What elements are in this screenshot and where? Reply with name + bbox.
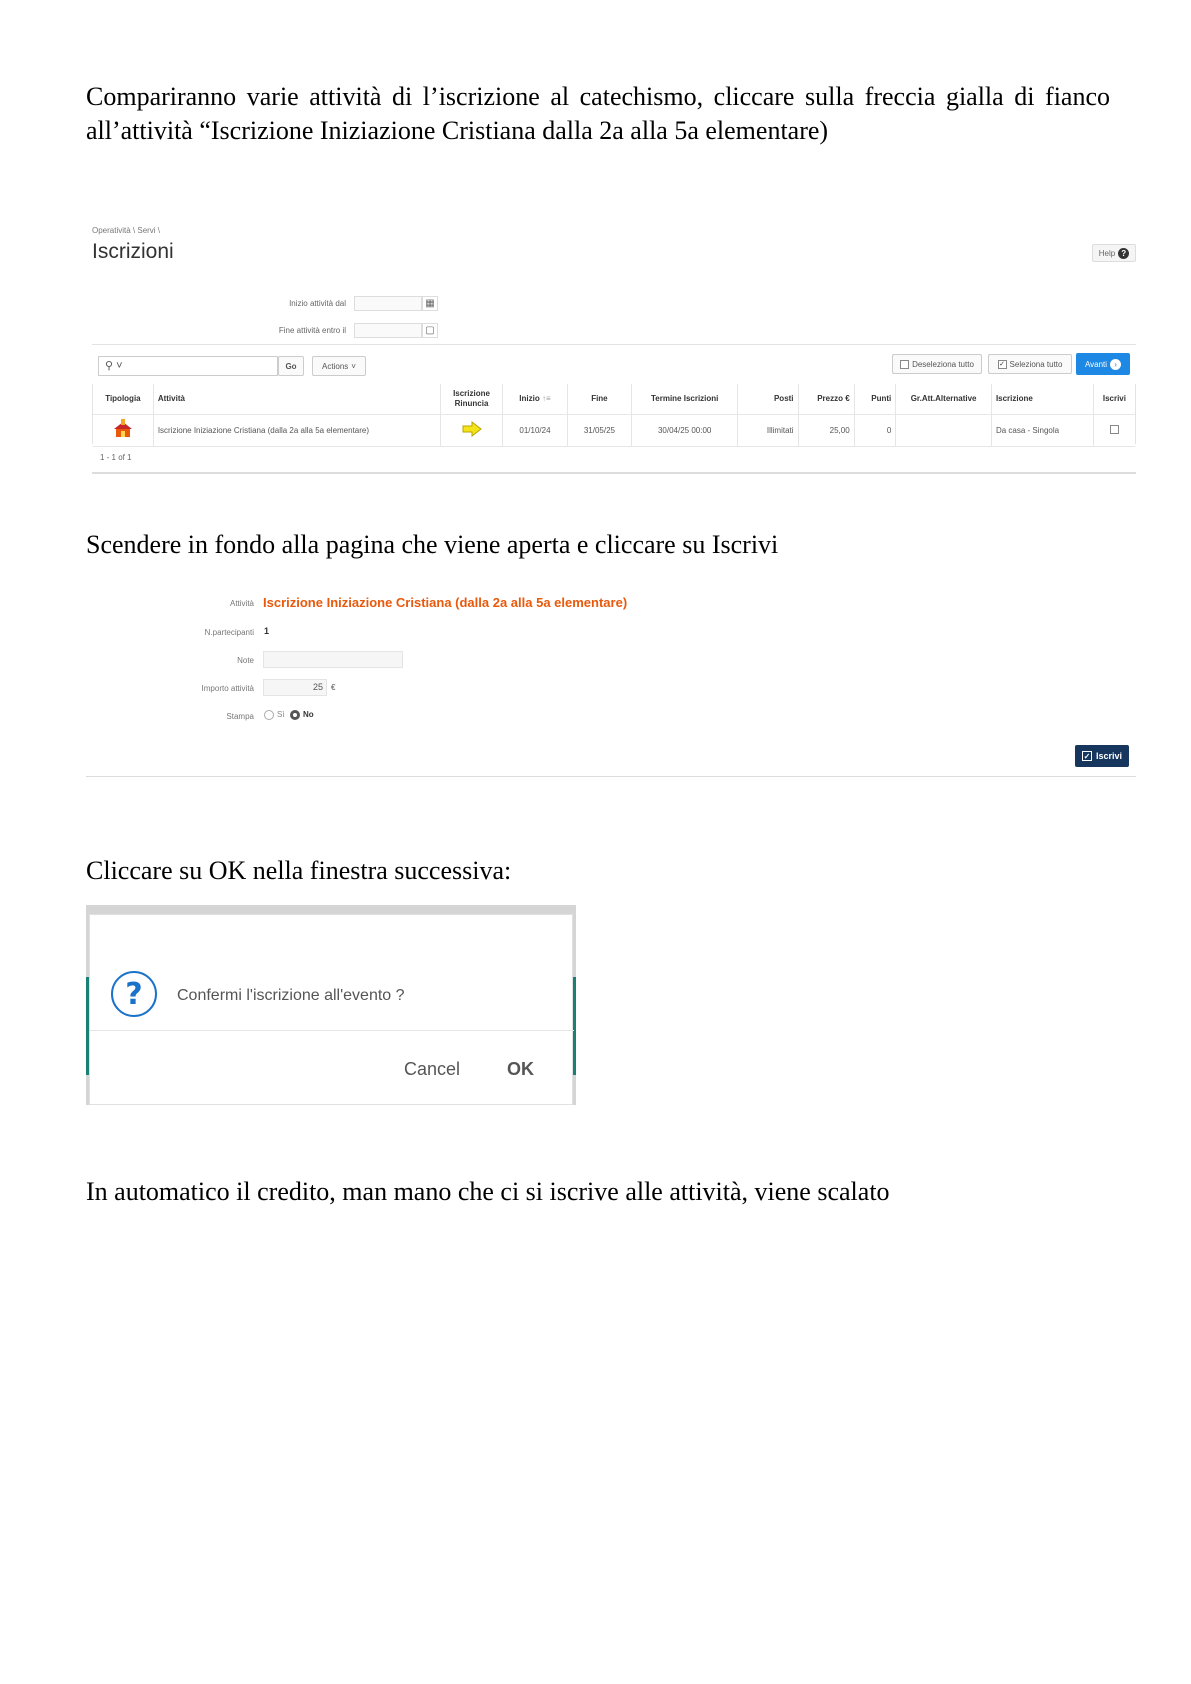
next-button[interactable] [1076, 353, 1130, 375]
column-header-iscrivi[interactable]: Iscrivi [1093, 384, 1135, 414]
note-input[interactable] [263, 651, 403, 668]
question-icon: ? [1118, 248, 1129, 259]
column-header-inizio[interactable] [503, 384, 567, 414]
iscrivi-label: Iscrivi [1095, 751, 1123, 761]
instruction-paragraph-2: Scendere in fondo alla pagina che viene aperta e cliccare su Iscrivi [86, 530, 779, 559]
chevron-down-icon: ˅ [351, 361, 356, 371]
column-header-tipologia[interactable]: Tipologia [93, 384, 153, 414]
background-teal-strip-right [573, 977, 576, 1075]
column-header-posti[interactable]: Posti [738, 384, 798, 414]
currency-symbol: € [331, 683, 336, 692]
search-input[interactable] [98, 356, 278, 376]
yellow-arrow-right-icon[interactable] [462, 421, 482, 437]
column-header-attivita[interactable]: Attività [153, 384, 440, 414]
screenshot-confirm-dialog [86, 905, 576, 1105]
punti-cell: 0 [854, 414, 896, 446]
activities-table [93, 384, 1135, 447]
partecipanti-value: 1 [264, 626, 270, 636]
confirm-dialog [89, 914, 573, 1105]
column-header-punti[interactable]: Punti [854, 384, 896, 414]
column-header-termine[interactable]: Termine Iscrizioni [632, 384, 738, 414]
actions-label: Actions [322, 361, 349, 371]
calendar-icon[interactable]: ▦ [422, 296, 438, 311]
column-header-gr-alternative[interactable]: Gr.Att.Alternative [896, 384, 992, 414]
screenshot-bottom-edge [92, 472, 1136, 474]
deselect-all-label: Deseleziona tutto [912, 359, 974, 369]
pagination-info: 1 - 1 of 1 [100, 453, 132, 462]
help-label: Help [1098, 248, 1116, 258]
posti-cell: Illimitati [738, 414, 798, 446]
attivita-cell: Iscrizione Iniziazione Cristiana (dalla 2a alla 5a elementare) [153, 414, 440, 446]
filter-end-input[interactable] [354, 323, 422, 338]
checkbox-checked-icon: ✓ [999, 361, 1005, 368]
termine-cell: 30/04/25 00:00 [632, 414, 738, 446]
tipologia-cell [93, 414, 153, 446]
stampa-no-label: No [303, 710, 314, 719]
instruction-paragraph-3: Cliccare su OK nella finestra successiva: [86, 856, 512, 885]
church-icon [112, 419, 134, 439]
filter-start-label: Inizio attività dal [289, 299, 346, 308]
table-header-row [93, 384, 1135, 414]
inizio-cell: 01/10/24 [503, 414, 567, 446]
stampa-label: Stampa [226, 712, 254, 721]
instruction-paragraph-1-line-1: Compariranno varie attività di l’iscrizione al catechismo, cliccare sulla freccia gialla di fianco [86, 82, 1110, 111]
column-header-iscrizione[interactable]: Iscrizione [991, 384, 1093, 414]
note-label: Note [237, 656, 254, 665]
iscrizione-rinuncia-cell [440, 414, 502, 446]
iscrivi-cell [1093, 414, 1135, 446]
instruction-paragraph-4: In automatico il credito, man mano che ci si iscrive alle attività, viene scalato [86, 1177, 890, 1206]
checkbox-checked-icon: ✓ [1083, 751, 1091, 761]
breadcrumb: Operatività \ Servi \ [92, 226, 161, 235]
screenshot-iscrizioni [86, 226, 1136, 478]
calendar-icon[interactable]: ▢ [422, 323, 438, 338]
page-title: Iscrizioni [92, 240, 174, 263]
attivita-value: Iscrizione Iniziazione Cristiana (dalla 2a alla 5a elementare) [263, 595, 628, 610]
prezzo-cell: 25,00 [798, 414, 854, 446]
checkbox-empty-icon [900, 360, 909, 369]
sort-ascending-icon: ↑≡ [541, 394, 551, 404]
arrow-right-circle-icon: › [1110, 359, 1121, 370]
deselect-all-button[interactable] [892, 354, 982, 374]
column-header-fine[interactable]: Fine [567, 384, 631, 414]
toolbar-divider [92, 344, 1136, 345]
activities-table-frame [92, 384, 1136, 444]
cancel-button[interactable]: Cancel [404, 1059, 461, 1079]
partecipanti-label: N.partecipanti [204, 628, 254, 637]
column-header-prezzo[interactable]: Prezzo € [798, 384, 854, 414]
filter-end-label: Fine attività entro il [278, 326, 346, 335]
dialog-divider [90, 1030, 574, 1031]
gr-alternative-cell [896, 414, 992, 446]
question-circle-icon: ? [111, 971, 157, 1017]
actions-menu-button[interactable] [312, 356, 366, 376]
form-bottom-divider [86, 776, 1136, 777]
column-header-iscrizione-rinuncia[interactable]: Iscrizione Rinuncia [440, 384, 502, 414]
iscrivi-button[interactable] [1075, 745, 1129, 767]
screenshot-detail-form [86, 590, 1136, 780]
confirm-message: Confermi l'iscrizione all'evento ? [177, 987, 405, 1004]
search-icon: ⚲ ˅ [105, 360, 123, 372]
fine-cell: 31/05/25 [567, 414, 631, 446]
stampa-no-radio[interactable] [290, 710, 300, 720]
importo-input[interactable]: 25 [263, 679, 327, 696]
table-row [93, 414, 1135, 446]
iscrivi-checkbox[interactable] [1110, 425, 1119, 434]
select-all-button[interactable] [988, 354, 1072, 374]
stampa-si-radio[interactable] [264, 710, 274, 720]
go-button[interactable]: Go [278, 356, 304, 376]
stampa-si-label: Sì [277, 710, 285, 719]
help-button[interactable] [1092, 244, 1136, 262]
ok-button[interactable]: OK [507, 1059, 534, 1079]
next-label: Avanti [1084, 359, 1108, 369]
attivita-label: Attività [229, 599, 254, 608]
filter-start-input[interactable] [354, 296, 422, 311]
iscrizione-cell: Da casa - Singola [991, 414, 1093, 446]
importo-label: Importo attività [201, 684, 254, 693]
inizio-label: Inizio [519, 394, 540, 404]
instruction-paragraph-1-line-2: all’attività “Iscrizione Iniziazione Cristiana dalla 2a alla 5a elementare) [86, 116, 829, 145]
select-all-label: Seleziona tutto [1009, 359, 1063, 369]
